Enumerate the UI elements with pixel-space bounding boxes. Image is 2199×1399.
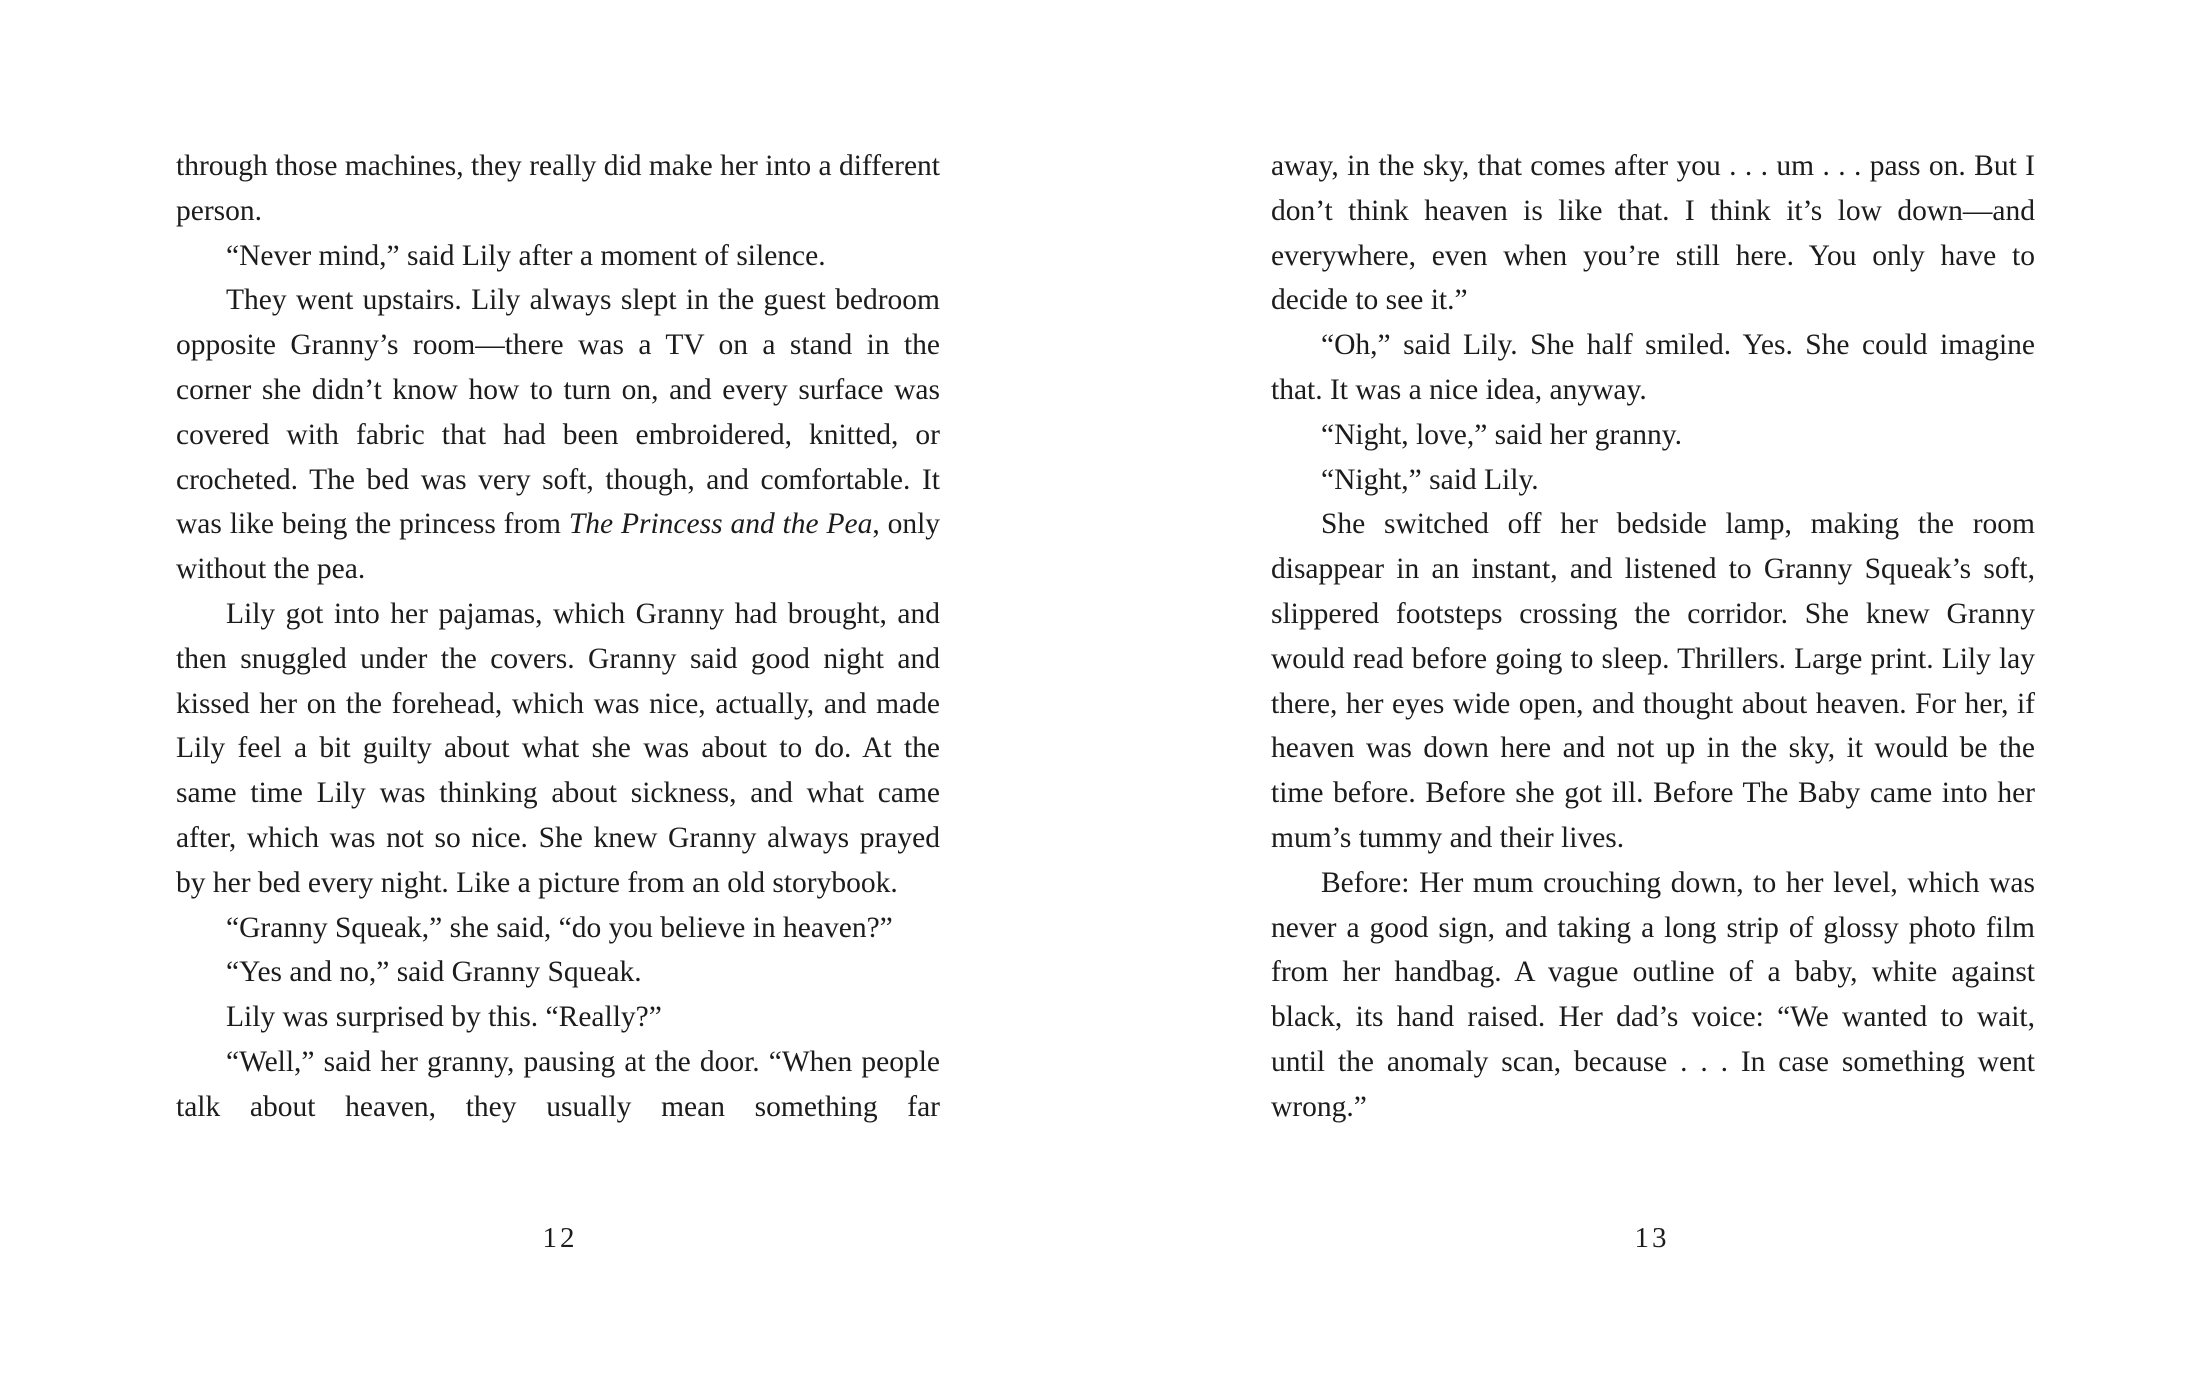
right-page-text bbox=[1271, 144, 2035, 1130]
left-page bbox=[0, 0, 1099, 1399]
paragraph: “Night, love,” said her granny. bbox=[1321, 418, 1682, 451]
paragraph: “Oh,” said Lily. She half smiled. Yes. She could imagine that. It was a nice idea, anyway. bbox=[1271, 329, 2035, 406]
right-page bbox=[1099, 0, 2198, 1399]
paragraph: She switched off her bedside lamp, making the room disappear in an instant, and listened to Granny Squeak’s soft, slippered footsteps crossing the corridor. She knew Granny would read before going to sleep. Thrillers. Large print. Lily lay there, her eyes wide open, and thought about heaven. For her, if heaven was down here and not up in the sky, it would be the time before. Before she got ill. Before The Baby came into her mum’s tummy and their lives. bbox=[1271, 508, 2035, 854]
paragraph-with-title bbox=[176, 278, 940, 592]
paragraph: Before: Her mum crouching down, to her level, which was never a good sign, and taking a long strip of glossy photo film from her handbag. A vague outline of a baby, white against black, its hand raised. Her dad’s voice: “We wanted to wait, until the anomaly scan, because . . . In case something went wrong.” bbox=[1271, 866, 2035, 1123]
paragraph: “Well,” said her granny, pausing at the door. “When people talk about heaven, they usually mean something far bbox=[176, 1045, 940, 1123]
paragraph-text: , only without the pea. bbox=[176, 508, 941, 586]
left-page-text bbox=[176, 144, 940, 1130]
paragraph: “Night,” said Lily. bbox=[1321, 463, 1539, 496]
paragraph: through those machines, they really did make her into a different person. bbox=[176, 150, 940, 227]
paragraph: “Granny Squeak,” she said, “do you believe in heaven?” bbox=[226, 911, 893, 944]
paragraph: Lily was surprised by this. “Really?” bbox=[226, 1001, 662, 1034]
paragraph: “Never mind,” said Lily after a moment of silence. bbox=[226, 239, 826, 272]
paragraph: away, in the sky, that comes after you . . . um . . . pass on. But I don’t think heaven is like that. I think it’s low down—and everywhere, even when you’re still here. You only have to decide to see it.” bbox=[1271, 150, 2035, 317]
paragraph-text: They went upstairs. Lily always slept in the guest bedroom opposite Granny’s room—there was a TV on a stand in the corner she didn’t know how to turn on, and every surface was covered with fabric that had been embroidered, knitted, or crocheted. The bed was very soft, though, and comfortable. It was like being the princess from bbox=[176, 284, 940, 541]
page-number: 13 bbox=[1634, 1222, 1670, 1254]
page-number: 12 bbox=[542, 1222, 578, 1254]
paragraph: Lily got into her pajamas, which Granny had brought, and then snuggled under the covers. Granny said good night and kissed her on the forehead, which was nice, actually, and made Lily feel a bit guilty about what she was about to do. At the same time Lily was thinking about sickness, and what came after, which was not so nice. She knew Granny always prayed by her bed every night. Like a picture from an old storybook. bbox=[176, 597, 940, 899]
paragraph: “Yes and no,” said Granny Squeak. bbox=[226, 956, 642, 989]
book-title: The Princess and the Pea bbox=[568, 508, 873, 541]
